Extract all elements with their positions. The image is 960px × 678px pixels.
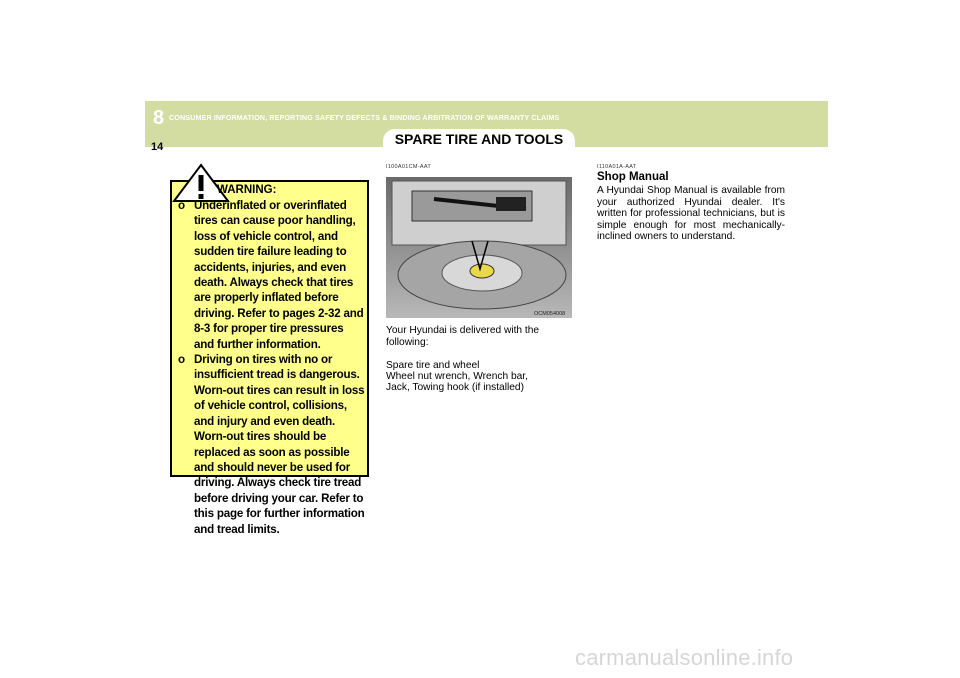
shop-manual-text: A Hyundai Shop Manual is available from your authorized Hyundai dealer. It's written for professional technicians, but is simple enough for most mechanically-inclined owners to understand. (597, 185, 785, 242)
spare-tire-intro: Your Hyundai is delivered with the following: (386, 325, 540, 348)
warning-item: o Driving on tires with no or insufficient tread is dangerous. Worn-out tires can result in loss of vehicle control, collisions, and injury and even death. Worn-out tires should be replaced as soon as possible and should never be used for driving. Always check tire tread before driving your car. Refer to this page for further information and tread limits. (178, 352, 365, 537)
warning-list (178, 198, 365, 537)
spare-tire-code: I100A01CM-AAT (386, 164, 432, 170)
spare-tire-item: Jack, Towing hook (if installed) (386, 382, 524, 393)
chapter-number: 8 (153, 107, 165, 129)
photo-code: OCM054008 (534, 311, 566, 317)
warning-triangle-icon (170, 163, 232, 203)
chapter-title: CONSUMER INFORMATION, REPORTING SAFETY DEFECTS & BINDING ARBITRATION OF WARRANTY CLAIMS (169, 113, 560, 122)
shop-manual-title: Shop Manual (597, 171, 669, 183)
warning-item: o Underinflated or overinflated tires can cause poor handling, loss of vehicle control, and sudden tire failure leading to accidents, injuries, and even death. Always check that tires are properly inflated before driving. Refer to pages 2-32 and 8-3 for proper tire pressures and further information. (178, 198, 365, 352)
shop-manual-code: I110A01A-AAT (597, 164, 637, 170)
section-title: SPARE TIRE AND TOOLS (394, 131, 564, 147)
page-number: 14 (151, 141, 164, 153)
spare-tire-item: Spare tire and wheel (386, 360, 480, 371)
watermark: carmanualsonline.info (575, 645, 794, 670)
trunk-photo (386, 177, 572, 318)
warning-title: WARNING: (217, 184, 277, 196)
spare-tire-item: Wheel nut wrench, Wrench bar, (386, 371, 528, 382)
